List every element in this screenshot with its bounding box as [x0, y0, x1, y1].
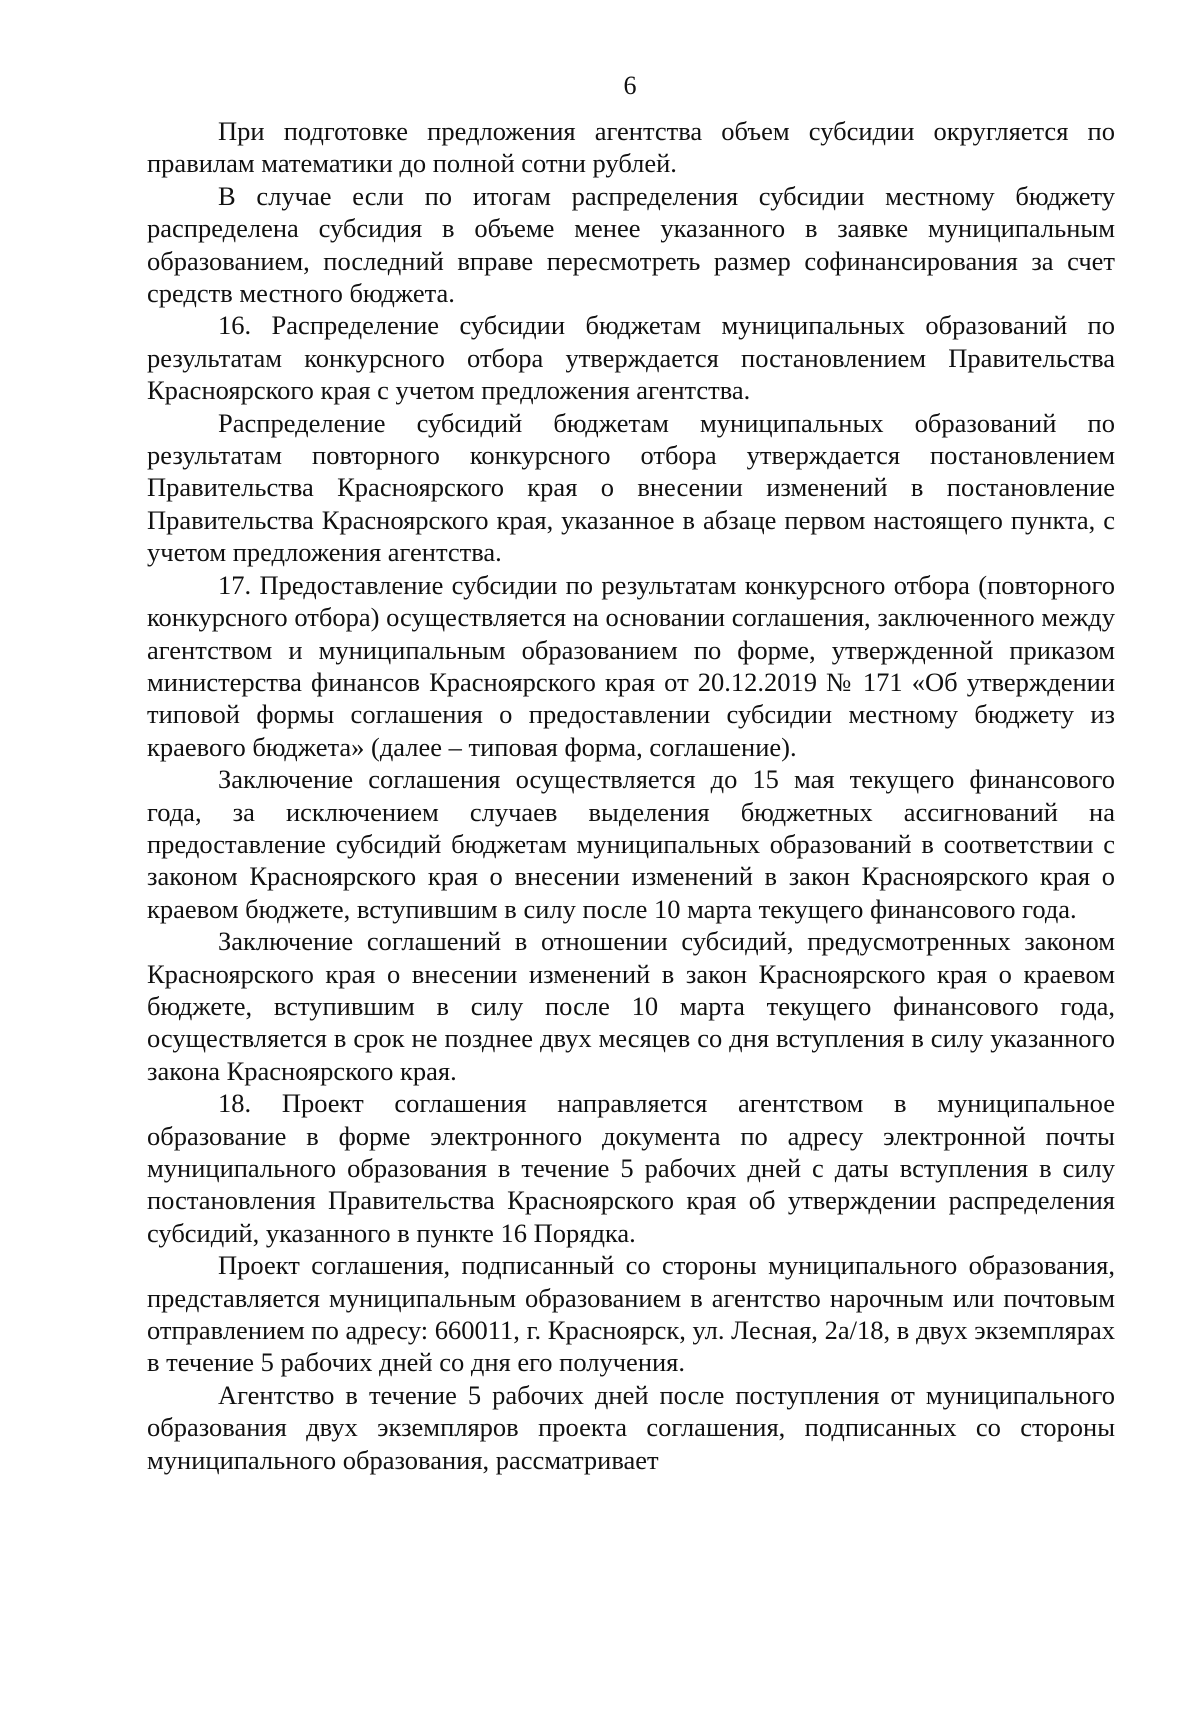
page-number: 6	[623, 71, 637, 100]
document-body	[147, 115, 1115, 1476]
paragraph-agreements-after-law: Заключение соглашений в отношении субсидий, предусмотренных законом Красноярского края о внесении изменений в закон Красноярского края о краевом бюджете, вступившим в силу после 10 марта текущего финансового года, осуществляется в срок не позднее двух месяцев со дня вступления в силу указанного закона Красноярского края.	[147, 926, 1115, 1086]
paragraph-repeat-selection-distribution: Распределение субсидий бюджетам муниципальных образований по результатам повторного конкурсного отбора утверждается постановлением Правительства Красноярского края о внесении изменений в постановление Правительства Красноярского края, указанное в абзаце первом настоящего пункта, с учетом предложения агентства.	[147, 407, 1115, 568]
paragraph-cofinancing-revision: В случае если по итогам распределения субсидии местному бюджету распределена субсидия в объеме менее указанного в заявке муниципальным образованием, последний вправе пересмотреть размер софинансирования за счет средств местного бюджета.	[147, 180, 1115, 309]
paragraph-signed-draft-submission: Проект соглашения, подписанный со стороны муниципального образования, представляется муниципальным образованием в агентство нарочным или почтовым отправлением по адресу: 660011, г. Красноярск, ул. Лесная, 2а/18, в двух экземплярах в течение 5 рабочих дней со дня его получения.	[147, 1250, 1115, 1378]
paragraph-item-17: 17. Предоставление субсидии по результатам конкурсного отбора (повторного конкурсного отбора) осуществляется на основании соглашения, заключенного между агентством и муниципальным образованием по форме, утвержденной приказом министерства финансов Красноярского края от 20.12.2019 № 171 «Об утверждении типовой формы соглашения о предоставлении субсидии местному бюджету из краевого бюджета» (далее – типовая форма, соглашение).	[147, 569, 1115, 762]
paragraph-agreement-deadline: Заключение соглашения осуществляется до 15 мая текущего финансового года, за исключением случаев выделения бюджетных ассигнований на предоставление субсидий бюджетам муниципальных образований в соответствии с законом Красноярского края о внесении изменений в закон Красноярского края о краевом бюджете, вступившим в силу после 10 марта текущего финансового года.	[147, 764, 1115, 924]
paragraph-item-16: 16. Распределение субсидии бюджетам муниципальных образований по результатам конкурсного отбора утверждается постановлением Правительства Красноярского края с учетом предложения агентства.	[147, 310, 1115, 406]
paragraph-agency-review: Агентство в течение 5 рабочих дней после поступления от муниципального образования двух экземпляров проекта соглашения, подписанных со стороны муниципального образования, рассматривает	[147, 1379, 1115, 1475]
paragraph-item-18: 18. Проект соглашения направляется агентством в муниципальное образование в форме электронного документа по адресу электронной почты муниципального образования в течение 5 рабочих дней с даты вступления в силу постановления Правительства Красноярского края об утверждении распределения субсидий, указанного в пункте 16 Порядка.	[147, 1088, 1115, 1248]
paragraph-rounding-rule: При подготовке предложения агентства объем субсидии округляется по правилам математики до полной сотни рублей.	[147, 116, 1115, 179]
